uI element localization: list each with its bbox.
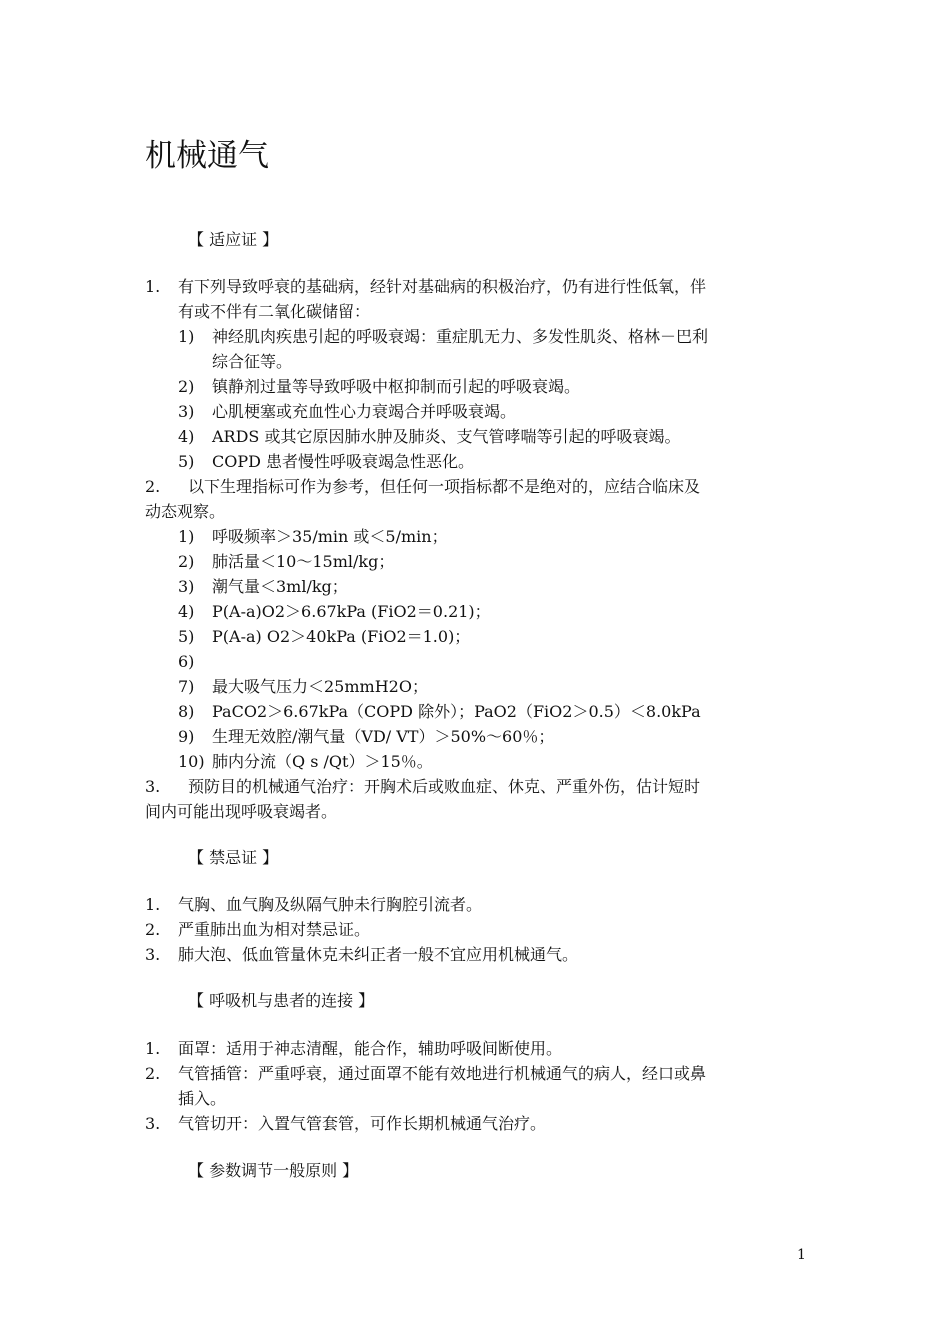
list-item-number: 2. <box>145 1064 161 1083</box>
sub-item-text: PaCO2＞6.67kPa（COPD 除外）；PaO2（FiO2＞0.5）＜8.0kPa <box>212 702 701 721</box>
list-item-text: 肺大泡、低血管量休克未纠正者一般不宜应用机械通气。 <box>178 945 579 964</box>
sub-item-number: 1) <box>178 527 195 546</box>
sub-item-number: 1) <box>178 327 195 346</box>
list-item-text: 以下生理指标可作为参考，但任何一项指标都不是绝对的，应结合临床及 <box>188 477 701 496</box>
sub-item-text: 肺活量＜10～15ml/kg； <box>212 552 395 571</box>
sub-item-text: 心肌梗塞或充血性心力衰竭合并呼吸衰竭。 <box>212 402 517 421</box>
list-item-text: 动态观察。 <box>145 502 226 521</box>
list-item-text: 严重肺出血为相对禁忌证。 <box>178 920 371 939</box>
list-item-text: 有或不伴有二氧化碳储留： <box>178 302 371 321</box>
list-item-number: 1. <box>145 1039 161 1058</box>
list-item-text: 气胸、血气胸及纵隔气肿未行胸腔引流者。 <box>178 895 483 914</box>
sub-item-number: 2) <box>178 377 195 396</box>
sub-item-text: 呼吸频率＞35/min 或＜5/min； <box>212 527 448 546</box>
list-item-text: 面罩：适用于神志清醒，能合作，辅助呼吸间断使用。 <box>178 1039 563 1058</box>
sub-item-number: 3) <box>178 577 195 596</box>
sub-item-number: 7) <box>178 677 195 696</box>
sub-item-text: 神经肌肉疾患引起的呼吸衰竭：重症肌无力、多发性肌炎、格林－巴利 <box>212 327 709 346</box>
list-item-number: 2. <box>145 477 161 496</box>
sub-item-number: 8) <box>178 702 195 721</box>
sub-item-text: COPD 患者慢性呼吸衰竭急性恶化。 <box>212 452 475 471</box>
sub-item-text: 潮气量＜3ml/kg； <box>212 577 348 596</box>
section-heading-parameters: 【 参数调节一般原则 】 <box>188 1161 359 1180</box>
list-item-number: 2. <box>145 920 161 939</box>
sub-item-text: 综合征等。 <box>212 352 293 371</box>
list-item-number: 1. <box>145 895 161 914</box>
sub-item-text: 肺内分流（Q s /Qt）＞15％。 <box>212 752 433 771</box>
list-item-text: 气管切开：入置气管套管，可作长期机械通气治疗。 <box>178 1114 547 1133</box>
sub-item-number: 5) <box>178 627 195 646</box>
section-heading-indications: 【 适应证 】 <box>188 230 279 249</box>
sub-item-text: 最大吸气压力＜25mmH2O； <box>212 677 428 696</box>
sub-item-number: 6) <box>178 652 195 671</box>
section-heading-contraindications: 【 禁忌证 】 <box>188 848 279 867</box>
list-item-number: 3. <box>145 1114 161 1133</box>
list-item-text: 预防目的机械通气治疗：开胸术后或败血症、休克、严重外伤，估计短时 <box>188 777 701 796</box>
list-item-text: 有下列导致呼衰的基础病，经针对基础病的积极治疗，仍有进行性低氧，伴 <box>178 277 707 296</box>
sub-item-number: 9) <box>178 727 195 746</box>
list-item-number: 3. <box>145 945 161 964</box>
document-title: 机械通气 <box>145 138 269 174</box>
sub-item-number: 4) <box>178 427 195 446</box>
sub-item-text: 镇静剂过量等导致呼吸中枢抑制而引起的呼吸衰竭。 <box>212 377 581 396</box>
sub-item-number: 10) <box>178 752 205 771</box>
list-item-number: 1. <box>145 277 161 296</box>
sub-item-text: P(A-a)O2＞6.67kPa (FiO2＝0.21)； <box>212 602 491 621</box>
list-item-text: 间内可能出现呼吸衰竭者。 <box>145 802 338 821</box>
list-item-number: 3. <box>145 777 161 796</box>
section-heading-connection: 【 呼吸机与患者的连接 】 <box>188 991 375 1010</box>
sub-item-number: 2) <box>178 552 195 571</box>
sub-item-text: ARDS 或其它原因肺水肿及肺炎、支气管哮喘等引起的呼吸衰竭。 <box>212 427 681 446</box>
page-number: 1 <box>797 1247 806 1263</box>
sub-item-text: P(A-a) O2＞40kPa (FiO2＝1.0)； <box>212 627 471 646</box>
sub-item-number: 5) <box>178 452 195 471</box>
sub-item-number: 3) <box>178 402 195 421</box>
sub-item-number: 4) <box>178 602 195 621</box>
list-item-text: 插入。 <box>178 1089 227 1108</box>
sub-item-text: 生理无效腔/潮气量（VD/ VT）＞50%～60％； <box>212 727 555 746</box>
list-item-text: 气管插管：严重呼衰，通过面罩不能有效地进行机械通气的病人，经口或鼻 <box>178 1064 707 1083</box>
